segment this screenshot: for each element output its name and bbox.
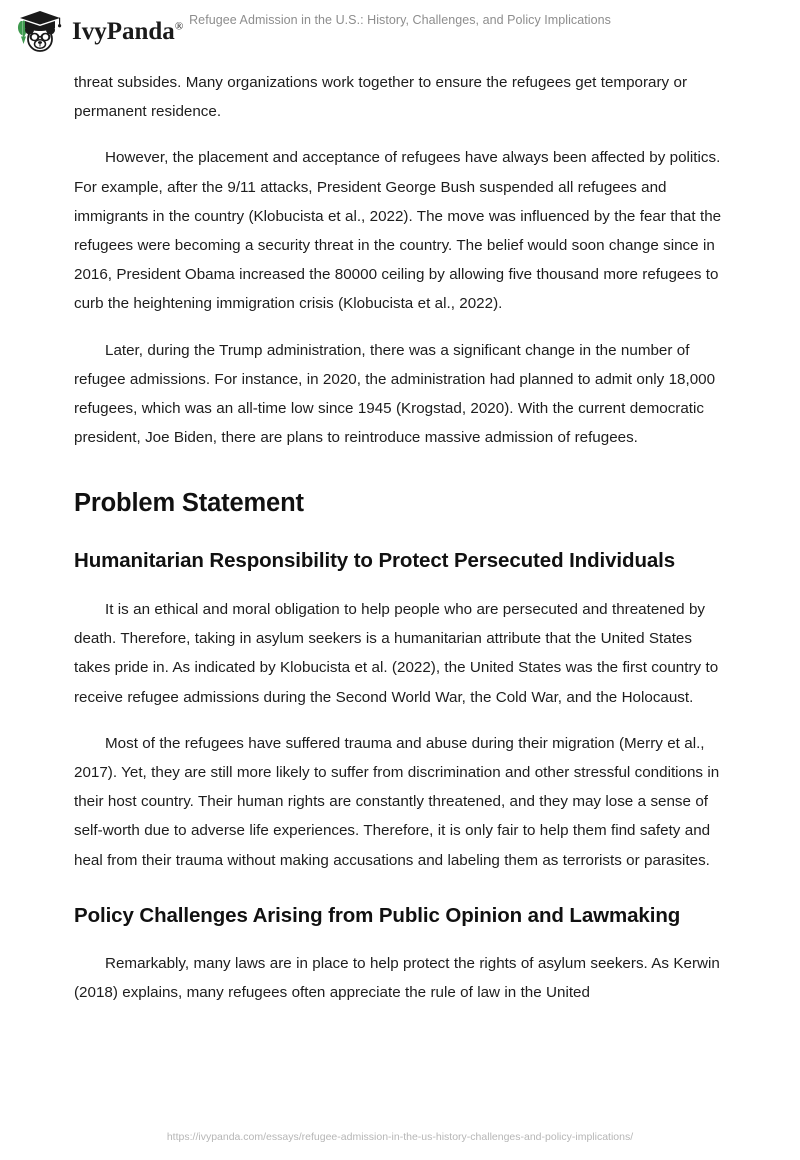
document-title-header: Refugee Admission in the U.S.: History, Challenges, and Policy Implications <box>189 13 611 27</box>
paragraph: threat subsides. Many organizations work together to ensure the refugees get temporary or permanent residence. <box>74 74 688 121</box>
paragraph: Most of the refugees have suffered trauma and abuse during their migration (Merry et al., 2017). Yet, they are still more likely to suffer from discrimination and other stressful conditions in their host country. Their human rights are constantly threatened, and they may lose a sense of self-worth due to adverse life experiences. Therefore, it is only fair to help them find safety and heal from their trauma without making accusations and labeling them as terrorists or parasites. <box>74 734 720 869</box>
paragraph: Remarkably, many laws are in place to help protect the rights of asylum seekers. As Kerwin (2018) explains, many refugees often appreciate the rule of law in the United <box>74 955 720 1002</box>
section-heading-problem-statement: Problem Statement <box>74 489 304 518</box>
paragraph: Later, during the Trump administration, there was a significant change in the number of refugee admissions. For instance, in 2020, the administration had planned to admit only 18,000 refugees, which was an all-time low since 1945 (Krogstad, 2020). With the current democratic president, Joe Biden, there are plans to reintroduce massive admission of refugees. <box>74 341 716 447</box>
paragraph: However, the placement and acceptance of refugees have always been affected by politics. For example, after the 9/11 attacks, President George Bush suspended all refugees and immigrants in the country (Klobucista et al., 2022). The move was influenced by the fear that the refugees were becoming a security threat in the country. The belief would soon change since in 2016, President Obama increased the 80000 ceiling by allowing five thousand more refugees to curb the heightening immigration crisis (Klobucista et al., 2022). <box>74 149 722 313</box>
registered-mark: ® <box>174 20 184 33</box>
paragraph: It is an ethical and moral obligation to help people who are persecuted and threatened by death. Therefore, taking in asylum seekers is a humanitarian attribute that the United States takes pride in. As indicated by Klobucista et al. (2022), the United States was the first country to receive refugee admissions during the Second World War, the Cold War, and the Holocaust. <box>74 600 719 706</box>
document-body <box>74 68 724 1008</box>
subsection-heading-humanitarian-responsibility: Humanitarian Responsibility to Protect Persecuted Individuals <box>74 549 676 573</box>
source-url-link[interactable]: https://ivypanda.com/essays/refugee-admission-in-the-us-history-challenges-and-policy-implications/ <box>166 1131 634 1143</box>
page-footer <box>0 1127 800 1145</box>
subsection-heading-policy-challenges: Policy Challenges Arising from Public Opinion and Lawmaking <box>74 903 681 927</box>
brand-name-text: IvyPanda <box>72 17 175 45</box>
page-header <box>0 0 800 60</box>
